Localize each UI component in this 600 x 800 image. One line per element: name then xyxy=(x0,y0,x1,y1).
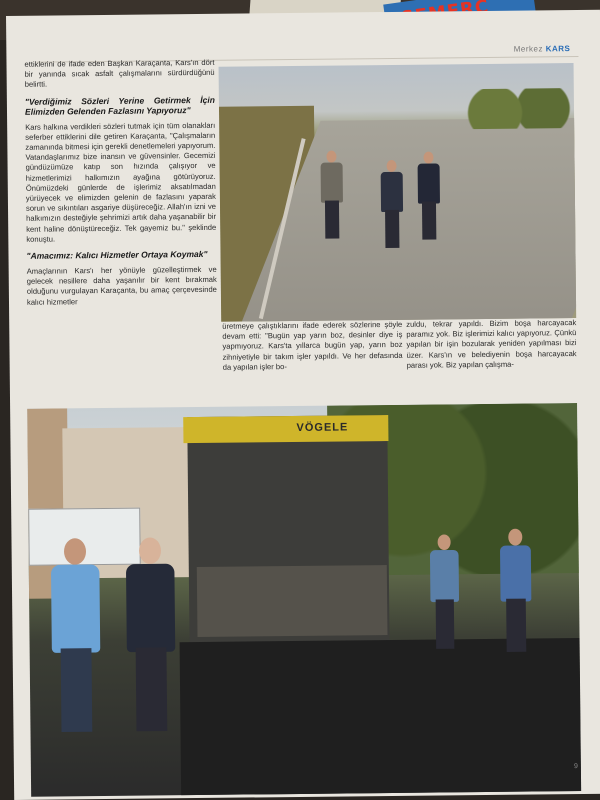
photo-officials-walking xyxy=(219,63,577,322)
machine-brand: VÖGELE xyxy=(296,421,349,434)
section-prefix: Merkez xyxy=(513,44,544,54)
paving-machine xyxy=(187,415,390,662)
photo-asphalt xyxy=(180,638,582,797)
paver-canopy xyxy=(183,415,388,443)
article-column-2 xyxy=(222,320,403,375)
page-number: 9 xyxy=(573,763,578,771)
magazine-page xyxy=(6,10,600,800)
article-column-1 xyxy=(24,58,217,310)
photo-trees xyxy=(459,88,576,129)
paragraph-3: üretmeye çalıştıklarını ifade ederek sözlerine şöyle devam etti: "Bugün yap yarın boz, desinler diye iş yapmıyoruz. Kars'ta yıllarca bugün yap, yarın boz zihniyetiyle bir takım işler yapıldı. Ve her defasında da yapılan işler bo- xyxy=(222,319,403,372)
paragraph-1: Kars halkına verdikleri sözleri tutmak için tüm olanakları seferber ettiklerini dile getiren Karaçanta, "Çalışmaların zamanında bitmesi için gerekli denetlemeleri yapıyorum. Vatandaşlarımız bize inansın ve güvensinler. Gecemizi gündüzümüze katıp son hızında çalışıyor ve hizmetlerimizi halkımızın ayağına götürüyoruz. Önümüzdeki günlerde de işlerimiz aksatılmadan yürüyecek ve elimizden gelenin de fazlasını yaparak sorun ve sıkıntıları asgariye düşüreceğiz. Allah'ın izni ve halkımızın desteğiyle şehrimizi artık daha yaşanabilir bir kent haline dönüştüreceğiz. Tek gayemiz bu." şeklinde konuştu. xyxy=(25,120,217,244)
paragraph-4: zuldu, tekrar yapıldı. Bizim boşa harcayacak paramız yok. Biz işlerimizi kalıcı yapıyoruz. Çünkü yapılan bir işin bozularak yeniden yapılması bizi üzer. Kars'ın ve belediyenin boşa harcayacak parası yok. Biz yapılan çalışma- xyxy=(406,318,577,370)
section-header xyxy=(514,44,571,54)
article-column-3 xyxy=(406,318,577,373)
photo-asphalt-paving xyxy=(27,403,581,797)
paragraph-2: Amaçlarının Kars'ı her yönüyle güzelleştirmek ve gelecek nesillere daha yaşanılır bir kent bırakmak olduğunu vurgulayan Karaçanta, bu amaç çerçevesinde kalıcı hizmetler xyxy=(26,264,217,307)
intro-paragraph: ettiklerini de ifade eden Başkan Karaçanta, Kars'ın dört bir yanında sıcak asfalt çalışmalarını sürdürdüğünü belirtti. xyxy=(24,57,215,90)
subheading-1: "Verdiğimiz Sözleri Yerine Getirmek İçin Elimizden Gelenden Fazlasını Yapıyoruz" xyxy=(24,94,215,117)
section-name: KARS xyxy=(545,44,571,54)
subheading-2: "Amacımız: Kalıcı Hizmetler Ortaya Koymak" xyxy=(26,248,208,261)
paver-front xyxy=(197,565,388,637)
